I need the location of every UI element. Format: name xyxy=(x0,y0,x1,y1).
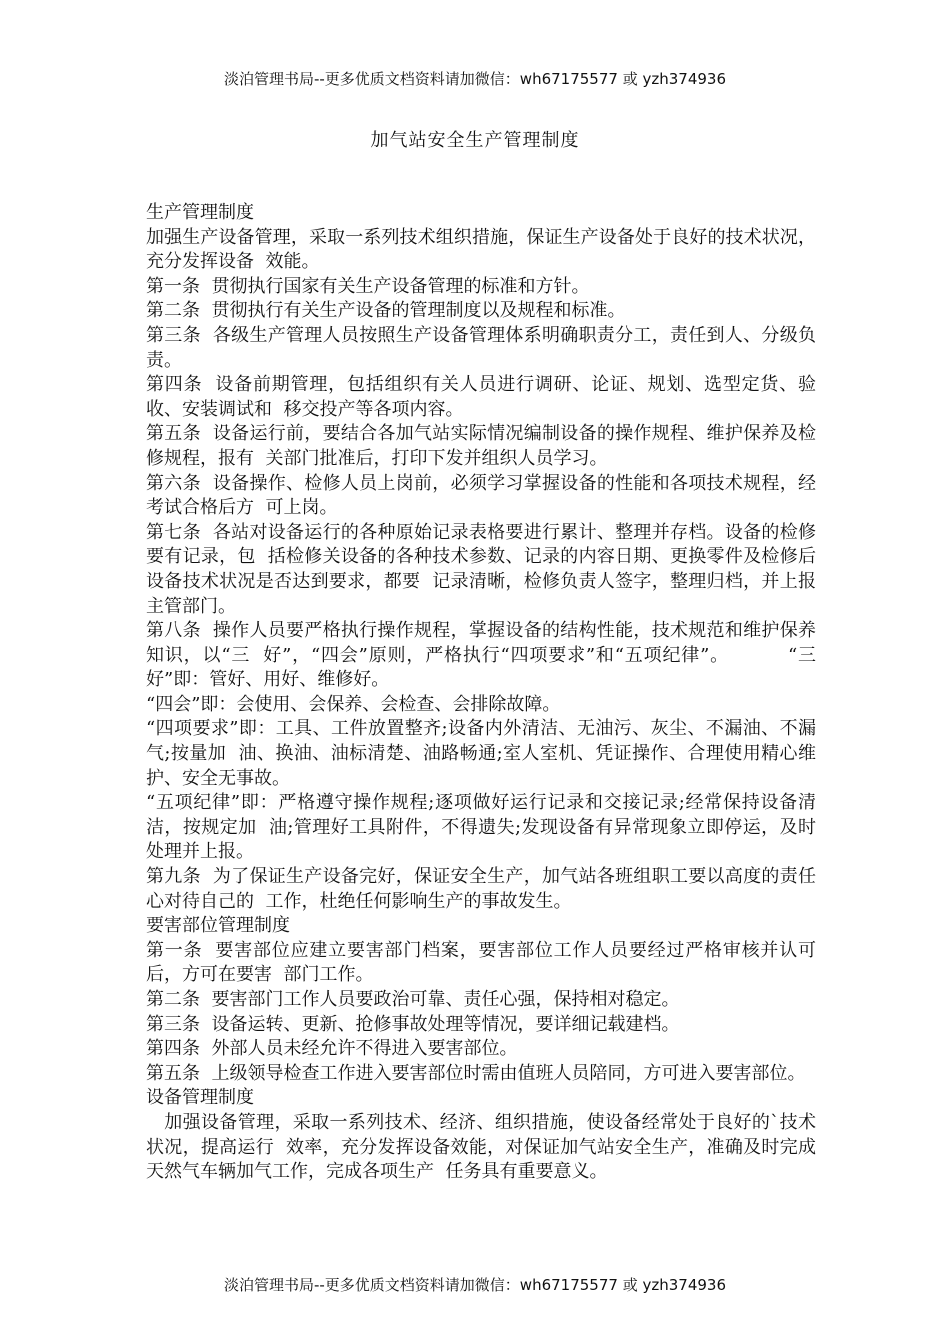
paragraph: 第六条 设备操作、检修人员上岗前，必须学习掌握设备的性能和各项技术规程，经考试合格后方 可上岗。 xyxy=(146,472,816,519)
paragraph: 第一条 贯彻执行国家有关生产设备管理的标准和方针。 xyxy=(146,275,590,297)
paragraph: 第三条 各级生产管理人员按照生产设备管理体系明确职责分工，责任到人、分级负责。 xyxy=(146,324,816,371)
paragraph: 第四条 设备前期管理，包括组织有关人员进行调研、论证、规划、选型定货、验收、安装调试和 移交投产等各项内容。 xyxy=(146,374,816,420)
section-heading-equipment: 设备管理制度 xyxy=(146,1087,254,1109)
section-heading-key-areas: 要害部位管理制度 xyxy=(146,915,290,937)
page-header: 淡泊管理书局--更多优质文档资料请加微信：wh67175577 或 yzh374936 xyxy=(223,70,726,88)
paragraph: 第四条 外部人员未经允许不得进入要害部位。 xyxy=(146,1038,518,1060)
document-title: 加气站安全生产管理制度 xyxy=(370,130,580,151)
paragraph: 第八条 操作人员要严格执行操作规程，掌握设备的结构性能，技术规范和维护保养知识，以“三 好”，“四会”原则，严格执行“四项要求”和“五项纪律”。 “三好”即：管好、用好、维修好。 xyxy=(146,620,816,691)
paragraph: 第五条 设备运行前，要结合各加气站实际情况编制设备的操作规程、维护保养及检修规程，报有 关部门批准后，打印下发并组织人员学习。 xyxy=(146,423,816,469)
paragraph: 第三条 设备运转、更新、抢修事故处理等情况，要详细记载建档。 xyxy=(146,1013,680,1035)
paragraph: 第一条 要害部位应建立要害部门档案，要害部位工作人员要经过严格审核并认可后，方可在要害 部门工作。 xyxy=(146,939,816,986)
paragraph: 第九条 为了保证生产设备完好，保证安全生产，加气站各班组职工要以高度的责任心对待自己的 工作，杜绝任何影响生产的事故发生。 xyxy=(146,866,816,912)
paragraph: 加强设备管理，采取一系列技术、经济、组织措施，使设备经常处于良好的`技术状况，提高运行 效率，充分发挥设备效能，对保证加气站安全生产，准确及时完成天然气车辆加气工作，完成各项生产 任务具有重要意义。 xyxy=(146,1111,816,1183)
paragraph: “四项要求”即：工具、工件放置整齐;设备内外清洁、无油污、灰尘、不漏油、不漏气;按量加 油、换油、油标清楚、油路畅通;室人室机、凭证操作、合理使用精心维护、安全无事故。 xyxy=(146,718,816,789)
paragraph: 第二条 要害部门工作人员要政治可靠、责任心强，保持相对稳定。 xyxy=(146,989,680,1010)
section-heading-production: 生产管理制度 xyxy=(146,202,254,223)
paragraph: 第二条 贯彻执行有关生产设备的管理制度以及规程和标准。 xyxy=(146,300,626,322)
page-footer: 淡泊管理书局--更多优质文档资料请加微信：wh67175577 或 yzh374936 xyxy=(223,1276,726,1294)
paragraph: 加强生产设备管理，采取一系列技术组织措施，保证生产设备处于良好的技术状况，充分发挥设备 效能。 xyxy=(146,226,816,273)
paragraph: “四会”即：会使用、会保养、会检查、会排除故障。 xyxy=(146,693,561,715)
document-body xyxy=(146,201,816,1185)
paragraph: 第七条 各站对设备运行的各种原始记录表格要进行累计、整理并存档。设备的检修要有记录，包 括检修关设备的各种技术参数、记录的内容日期、更换零件及检修后设备技术状况是否达到要求，都要 记录清晰，检修负责人签字，整理归档，并上报主管部门。 xyxy=(146,521,816,617)
paragraph: “五项纪律”即：严格遵守操作规程;逐项做好运行记录和交接记录;经常保持设备清洁，按规定加 油;管理好工具附件，不得遗失;发现设备有异常现象立即停运，及时处理并上报。 xyxy=(146,792,816,863)
paragraph: 第五条 上级领导检查工作进入要害部位时需由值班人员陪同，方可进入要害部位。 xyxy=(146,1062,806,1084)
